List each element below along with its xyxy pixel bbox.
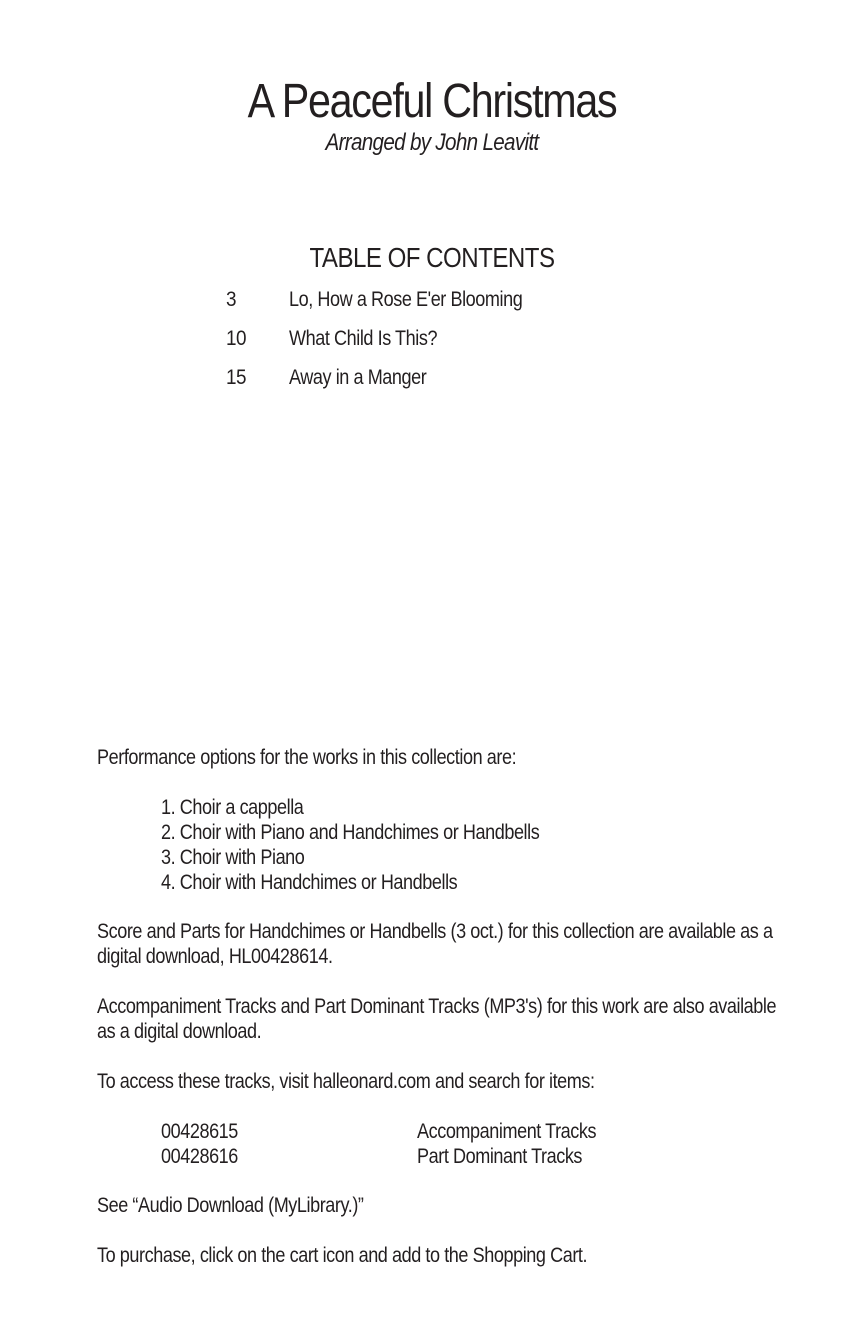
performance-option: 4. Choir with Handchimes or Handbells (161, 871, 458, 894)
performance-option: 3. Choir with Piano (161, 846, 305, 869)
item-description: Accompaniment Tracks (417, 1120, 597, 1143)
page-title: A Peaceful Christmas (247, 75, 617, 128)
toc-entry-title: Away in a Manger (289, 366, 427, 389)
item-row (0, 1119, 864, 1144)
toc-page-number: 10 (226, 327, 247, 350)
arranger-credit: Arranged by John Leavitt (325, 129, 539, 156)
performance-option: 2. Choir with Piano and Handchimes or Handbells (161, 821, 540, 844)
score-parts-text-line-2: digital download, HL00428614. (97, 945, 333, 968)
tracks-text-line-2: as a digital download. (97, 1020, 262, 1043)
item-description: Part Dominant Tracks (417, 1145, 583, 1168)
performance-option: 1. Choir a cappella (161, 796, 304, 819)
score-parts-text-line-1: Score and Parts for Handchimes or Handbells (3 oct.) for this collection are available as a (97, 920, 773, 943)
toc-entry[interactable] (0, 324, 864, 354)
item-number: 00428615 (161, 1120, 238, 1143)
toc-entry-title: Lo, How a Rose E'er Blooming (289, 288, 523, 311)
toc-entry[interactable] (0, 363, 864, 393)
audio-download-note: See “Audio Download (MyLibrary.)” (97, 1194, 364, 1217)
purchase-note: To purchase, click on the cart icon and add to the Shopping Cart. (97, 1244, 588, 1267)
toc-page-number: 3 (226, 288, 237, 311)
item-number: 00428616 (161, 1145, 238, 1168)
toc-heading: TABLE OF CONTENTS (309, 242, 555, 273)
item-row (0, 1144, 864, 1169)
performance-intro: Performance options for the works in this collection are: (97, 746, 517, 769)
toc-page-number: 15 (226, 366, 247, 389)
toc-entry-title: What Child Is This? (289, 327, 438, 350)
toc-entry[interactable] (0, 285, 864, 315)
tracks-text-line-1: Accompaniment Tracks and Part Dominant Tracks (MP3's) for this work are also available (97, 995, 777, 1018)
access-instructions: To access these tracks, visit halleonard.com and search for items: (97, 1070, 595, 1093)
